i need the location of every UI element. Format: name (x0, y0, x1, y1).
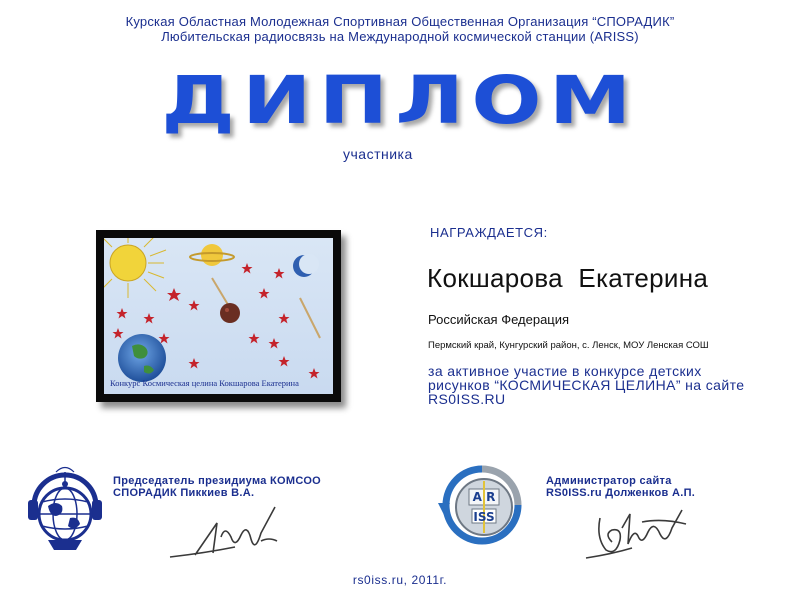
recipient-location: Пермский край, Кунгурский район, с. Ленск, МОУ Ленская СОШ (428, 340, 709, 351)
administrator-signature-icon (582, 498, 692, 564)
space-drawing (104, 238, 333, 394)
footer-site-year: rs0iss.ru, 2011г. (352, 573, 448, 587)
organization-line-2: Любительская радиосвязь на Международной космической станции (ARISS) (161, 29, 639, 44)
drawing-caption: Конкурс Космическая целина Кокшарова Екатерина (110, 378, 299, 388)
globe-headphones-logo-icon (26, 462, 104, 554)
ariss-logo-text-top: A R (472, 490, 496, 504)
chairman-name: СПОРАДИК Пиккиев В.А. (113, 487, 255, 499)
chairman-block (113, 475, 321, 499)
administrator-block (546, 475, 695, 499)
administrator-site: RS0ISS.ru (546, 487, 602, 499)
recipient-name: Кокшарова Екатерина (427, 263, 709, 293)
awarded-label: НАГРАЖДАЕТСЯ: (430, 225, 548, 240)
chairman-title: Председатель президиума КОМСОО (113, 475, 322, 487)
chairman-signature-icon (165, 497, 300, 567)
administrator-person: Долженков А.П. (601, 487, 696, 499)
ariss-logo-text-bottom: ISS (473, 510, 495, 524)
diploma-title: ДИПЛОМ (161, 62, 639, 139)
drawing-picture (96, 230, 341, 402)
organization-line-1: Курская Областная Молодежная Спортивная Общественная Организация “СПОРАДИК” (125, 14, 675, 29)
recipient-country: Российская Федерация (428, 312, 570, 327)
diploma-subtitle: участника (343, 146, 413, 162)
award-reason: за активное участие в конкурсе детских рисунков “КОСМИЧЕСКАЯ ЦЕЛИНА” на сайте RS0ISS.RU (428, 363, 745, 407)
earth-icon (118, 334, 166, 382)
ariss-logo-icon (436, 463, 528, 549)
administrator-title: Администратор сайта (546, 475, 672, 487)
